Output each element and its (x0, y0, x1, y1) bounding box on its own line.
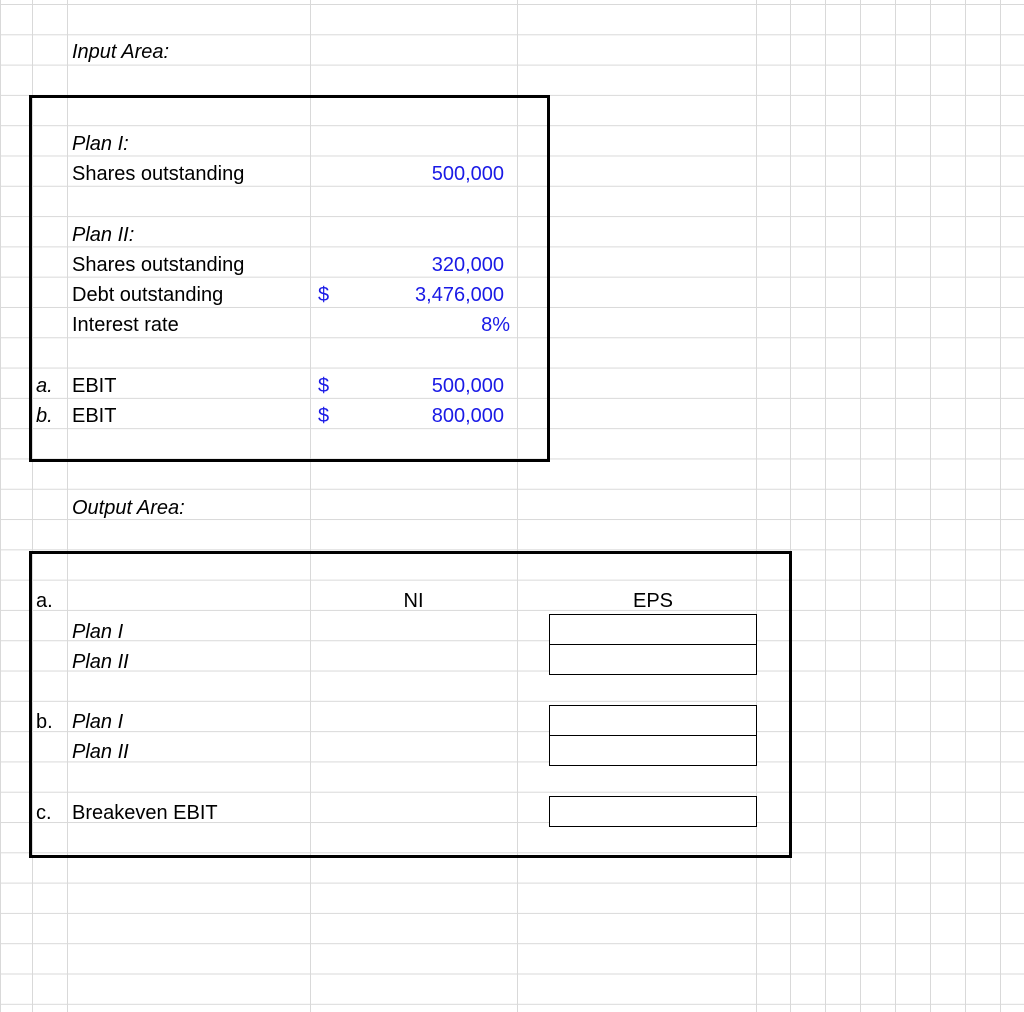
output-area-title: Output Area: (72, 497, 185, 519)
part-a-plan1-eps-cell[interactable] (549, 614, 757, 645)
ni-column-header: NI (403, 590, 424, 612)
ebit-a-label[interactable]: EBIT (72, 375, 117, 397)
plan2-debt-currency: $ (318, 284, 330, 306)
part-a-plan2-label: Plan II (72, 651, 129, 673)
part-a-plan2-eps-cell[interactable] (549, 644, 757, 675)
plan2-debt-label[interactable]: Debt outstanding (72, 284, 224, 306)
part-a-plan1-label: Plan I (72, 621, 124, 643)
part-b-plan2-label: Plan II (72, 741, 129, 763)
part-b-plan1-eps-cell[interactable] (549, 705, 757, 736)
input-area-title: Input Area: (72, 41, 170, 63)
part-b-plan1-label: Plan I (72, 711, 124, 733)
plan2-shares-value[interactable]: 320,000 (431, 254, 504, 276)
ebit-b-value[interactable]: 800,000 (431, 405, 504, 427)
column-divider (930, 0, 931, 1012)
column-divider (860, 0, 861, 1012)
part-c-letter: c. (36, 802, 52, 824)
column-divider (1000, 0, 1001, 1012)
plan2-debt-value[interactable]: 3,476,000 (415, 284, 504, 306)
plan2-rate-label[interactable]: Interest rate (72, 314, 179, 336)
ebit-a-currency: $ (318, 375, 330, 397)
plan1-label: Plan I: (72, 133, 129, 155)
ebit-a-letter: a. (36, 375, 53, 397)
column-divider (965, 0, 966, 1012)
part-a-letter: a. (36, 590, 53, 612)
plan2-shares-label[interactable]: Shares outstanding (72, 254, 245, 276)
ebit-a-value[interactable]: 500,000 (431, 375, 504, 397)
ebit-b-label[interactable]: EBIT (72, 405, 117, 427)
plan1-shares-value[interactable]: 500,000 (431, 163, 504, 185)
part-b-letter: b. (36, 711, 53, 733)
ebit-b-currency: $ (318, 405, 330, 427)
ebit-b-letter: b. (36, 405, 53, 427)
column-divider (825, 0, 826, 1012)
column-divider (756, 0, 757, 1012)
breakeven-ebit-cell[interactable] (549, 796, 757, 827)
eps-column-header: EPS (632, 590, 674, 612)
plan2-label: Plan II: (72, 224, 135, 246)
plan1-shares-label[interactable]: Shares outstanding (72, 163, 245, 185)
plan2-rate-value[interactable]: 8% (481, 314, 510, 336)
column-divider (790, 0, 791, 1012)
breakeven-ebit-label: Breakeven EBIT (72, 802, 218, 824)
column-divider (895, 0, 896, 1012)
part-b-plan2-eps-cell[interactable] (549, 735, 757, 766)
